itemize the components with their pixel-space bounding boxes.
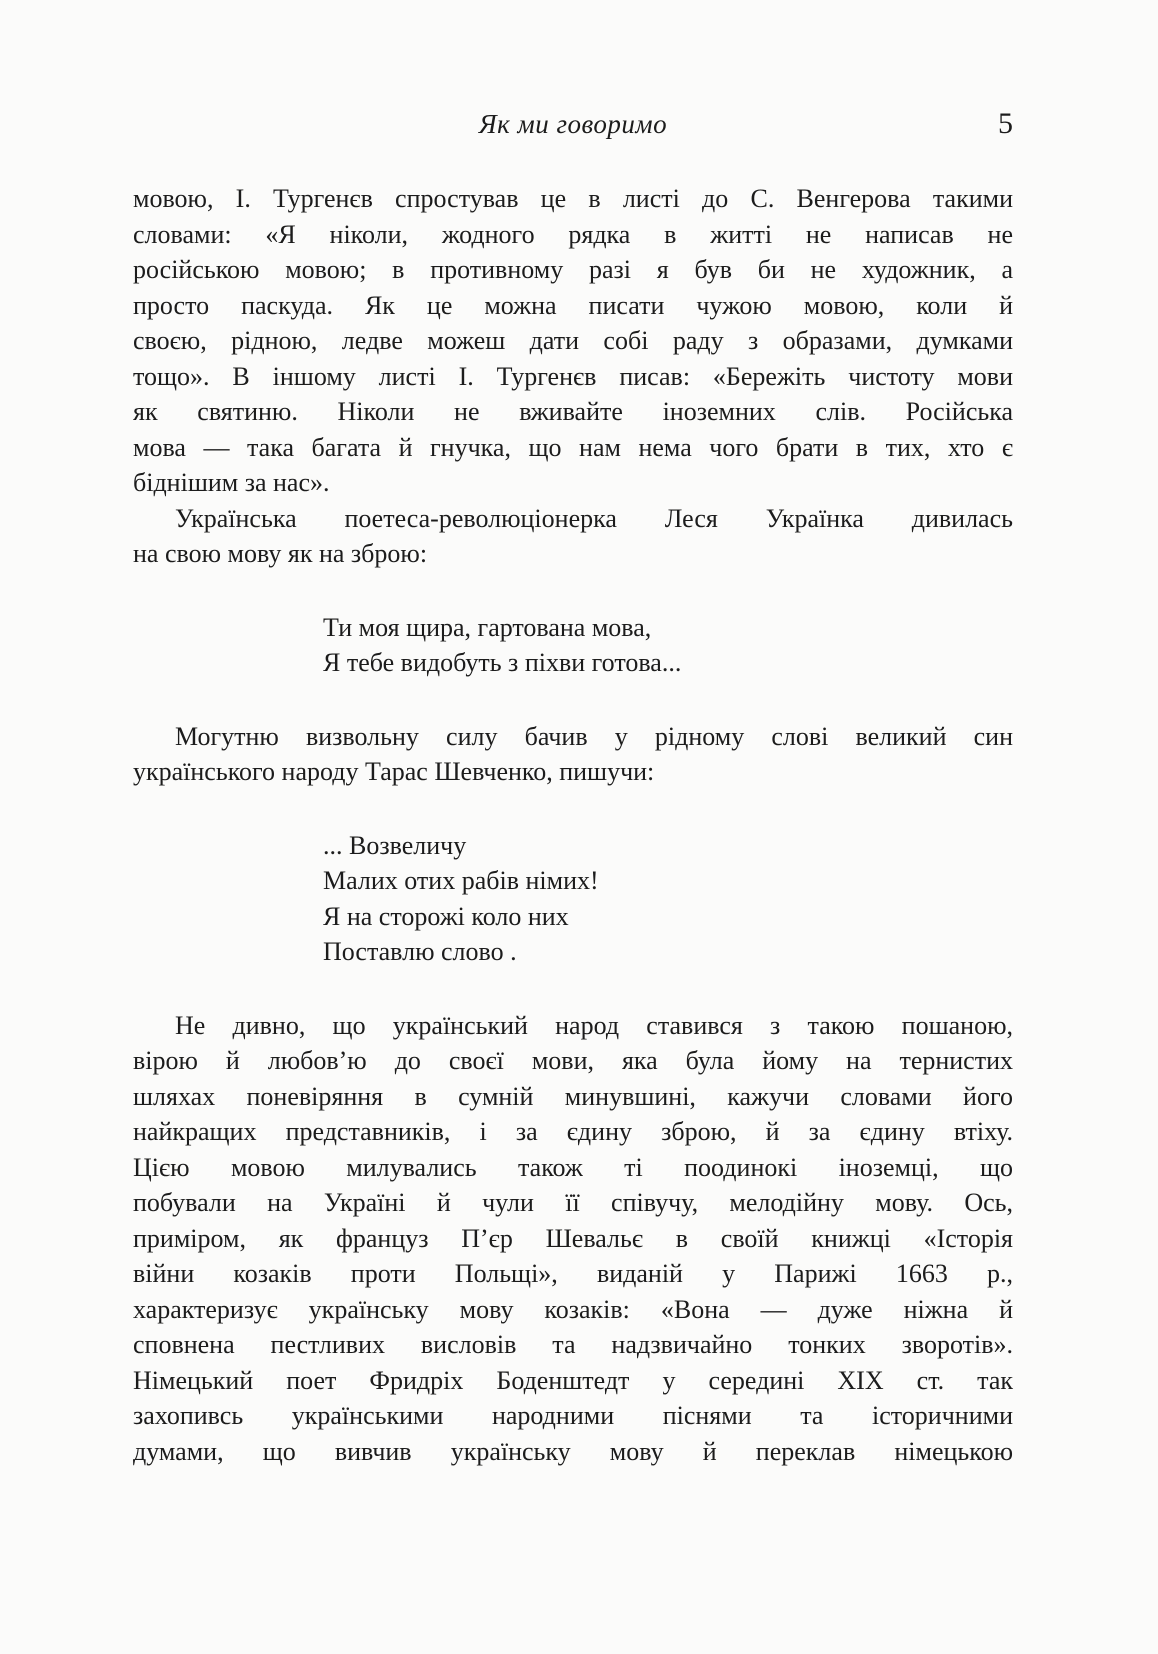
text-line: Малих отих рабів німих!: [323, 866, 599, 895]
text-line: біднішим за нас».: [133, 468, 330, 497]
text-line: вірою й любов’ю до своєї мови, яка була йому на тернистих: [133, 1046, 1013, 1075]
text-line: Я тебе видобуть з піхви готова...: [323, 648, 682, 677]
running-head: [133, 104, 1013, 144]
text-line: Не дивно, що український народ ставився з такою пошаною,: [175, 1010, 1013, 1040]
text-line: Я на сторожі коло них: [323, 901, 569, 931]
text-line: просто паскуда. Як це можна писати чужою мовою, коли й: [133, 290, 1013, 320]
verse-quote: [323, 610, 1013, 681]
paragraph: [133, 719, 1013, 790]
text-line: думами, що вивчив українську мову й переклав німецькою: [133, 1436, 1013, 1466]
text-line: Могутню визвольну силу бачив у рідному слові великий син: [175, 721, 1013, 751]
text-line: Цією мовою милувались також ті поодинокі іноземці, що: [133, 1152, 1013, 1182]
page-number: 5: [998, 107, 1013, 140]
text-line: російською мовою; в противному разі я був би не художник, а: [133, 255, 1013, 284]
text-line: своєю, рідною, ледве можеш дати собі раду з образами, думками: [133, 326, 1013, 355]
text-line: приміром, як француз П’єр Шевальє в своїй книжці «Історія: [133, 1223, 1013, 1253]
text-line: характеризує українську мову козаків: «Вона — дуже ніжна й: [133, 1294, 1013, 1324]
text-line: шляхах поневіряння в сумній минувшині, кажучи словами його: [133, 1081, 1013, 1111]
text-line: захопивсь українськими народними піснями та історичними: [133, 1401, 1013, 1430]
text-line: Поставлю слово .: [323, 937, 517, 966]
verse-quote: [323, 828, 1013, 970]
running-head-title: Як ми говоримо: [478, 109, 668, 139]
text-line: найкращих представників, і за єдину зброю, й за єдину втіху.: [133, 1117, 1013, 1146]
page-body: [133, 181, 1013, 1469]
text-line: українського народу Тарас Шевченко, пишучи:: [133, 757, 655, 786]
text-line: словами: «Я ніколи, жодного рядка в житті не написав не: [133, 219, 1013, 249]
text-line: побували на Україні й чули її співучу, мелодійну мову. Ось,: [133, 1188, 1013, 1217]
paragraph: [133, 1008, 1013, 1470]
text-line: війни козаків проти Польщі», виданій у Парижі 1663 р.,: [133, 1259, 1013, 1288]
text-line: Ти моя щира, гартована мова,: [323, 612, 652, 642]
paragraph: [133, 501, 1013, 572]
text-line: на свою мову як на зброю:: [133, 539, 428, 568]
text-line: Німецький поет Фридріх Боденштедт у середині XIX ст. так: [133, 1365, 1013, 1395]
text-line: ... Возвеличу: [323, 830, 467, 860]
paragraph: [133, 181, 1013, 501]
text-line: мова — така багата й гнучка, що нам нема чого брати в тих, хто є: [133, 432, 1013, 462]
text-line: як святиню. Ніколи не вживайте іноземних слів. Російська: [133, 397, 1013, 426]
text-line: сповнена пестливих висловів та надзвичайно тонких зворотів».: [133, 1330, 1013, 1359]
text-line: Українська поетеса-революціонерка Леся Українка дивилась: [175, 503, 1013, 533]
text-line: мовою, І. Тургенєв спростував це в листі до С. Венгерова такими: [133, 184, 1013, 213]
text-line: тощо». В іншому листі І. Тургенєв писав: «Бережіть чистоту мови: [133, 361, 1013, 391]
